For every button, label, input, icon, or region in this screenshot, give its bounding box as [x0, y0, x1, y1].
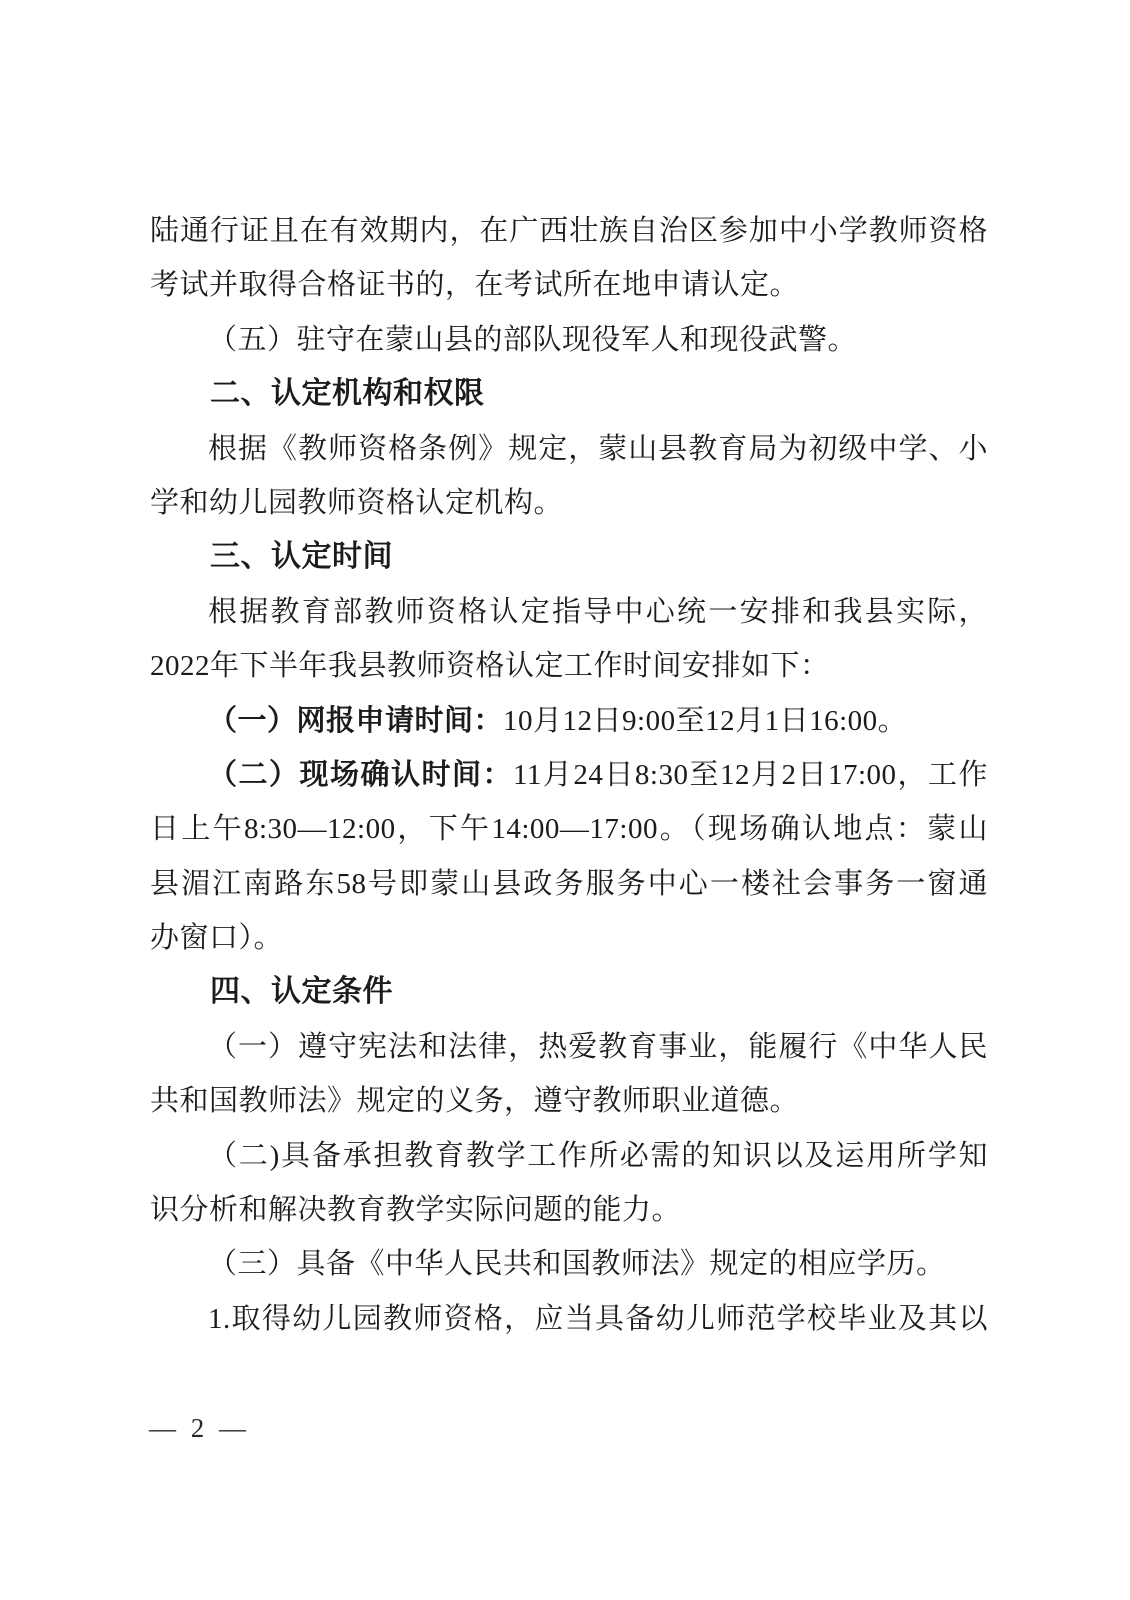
text-line	[150, 694, 988, 748]
text-run: （一）遵守宪法和法律，热爱教育事业，能履行《中华人民	[208, 1030, 988, 1063]
text-run: 学和幼儿园教师资格认定机构。	[150, 486, 564, 519]
text-line	[150, 1074, 988, 1128]
text-line	[150, 204, 988, 258]
text-run: 11月24日8:30至12月2日17:00，工作	[512, 758, 988, 791]
text-run: 10月12日9:00至12月1日16:00。	[503, 704, 908, 737]
text-run: 2022年下半年我县教师资格认定工作时间安排如下：	[150, 650, 830, 683]
text-line	[150, 748, 988, 802]
run-in-bold-label: （二）现场确认时间：	[208, 758, 513, 791]
text-run: 办窗口）。	[150, 922, 284, 955]
text-run: （五）驻守在蒙山县的部队现役军人和现役武警。	[208, 323, 858, 356]
text-run: 三、认定时间	[210, 540, 393, 574]
text-line	[150, 911, 988, 965]
text-run: 四、认定条件	[210, 975, 393, 1009]
section-heading	[150, 530, 988, 584]
text-run: 识分析和解决教育教学实际问题的能力。	[150, 1194, 682, 1227]
document-body	[150, 204, 988, 1346]
text-line	[150, 476, 988, 530]
text-run: （三）具备《中华人民共和国教师法》规定的相应学历。	[208, 1248, 946, 1281]
text-run: （二)具备承担教育教学工作所必需的知识以及运用所学知	[208, 1139, 988, 1172]
section-heading	[150, 965, 988, 1019]
text-line	[150, 422, 988, 476]
text-line	[150, 313, 988, 367]
text-line	[150, 857, 988, 911]
section-heading	[150, 367, 988, 421]
text-run: 根据教育部教师资格认定指导中心统一安排和我县实际，	[208, 595, 988, 628]
text-line	[150, 802, 988, 856]
text-run: 陆通行证且在有效期内，在广西壮族自治区参加中小学教师资格	[150, 215, 988, 247]
text-run: 二、认定机构和权限	[210, 377, 485, 411]
text-line	[150, 1129, 988, 1183]
text-run: 考试并取得合格证书的，在考试所在地申请认定。	[150, 269, 800, 302]
run-in-bold-label: （一）网报申请时间：	[208, 704, 504, 737]
text-line	[150, 1237, 988, 1291]
text-run: 共和国教师法》规定的义务，遵守教师职业道德。	[150, 1085, 800, 1118]
page-number: — 2 —	[149, 1413, 250, 1443]
text-line	[150, 258, 988, 312]
text-line	[150, 639, 988, 693]
text-line	[150, 1020, 988, 1074]
text-line	[150, 1183, 988, 1237]
text-line	[150, 585, 988, 639]
text-line	[150, 1292, 988, 1346]
text-run: 根据《教师资格条例》规定，蒙山县教育局为初级中学、小	[208, 432, 988, 465]
text-run: 1.取得幼儿园教师资格，应当具备幼儿师范学校毕业及其以	[208, 1302, 988, 1335]
text-run: 日上午8:30—12:00，下午14:00—17:00。（现场确认地点：蒙山	[150, 813, 988, 846]
text-run: 县湄江南路东58号即蒙山县政务服务中心一楼社会事务一窗通	[150, 867, 988, 900]
